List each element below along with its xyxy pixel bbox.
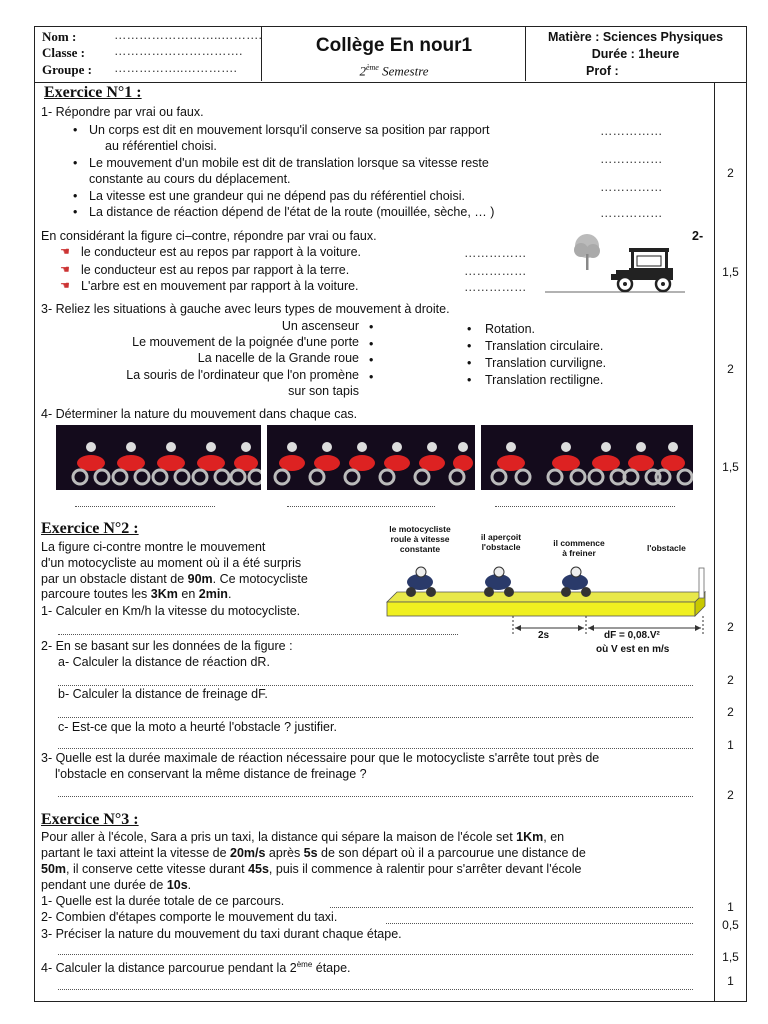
fig-braking-unit: où V est en m/s xyxy=(596,644,670,655)
ex3-p2a: partant le taxi atteint la vitesse de xyxy=(41,846,230,860)
mark-ex1-q3: 2 xyxy=(727,362,734,376)
fig-label-1-line: constante xyxy=(399,544,441,554)
ex2-min: 2min xyxy=(198,587,228,601)
ex3-speed: 20m/s xyxy=(230,846,266,860)
ex3-p3d: , puis il commence à ralentir pour s'arrêter devant l'école xyxy=(268,862,582,876)
ex3-p4c: . xyxy=(187,878,192,892)
ex3-time1: 5s xyxy=(303,846,318,860)
answer-dots: …………… xyxy=(600,206,663,220)
ex2-distance: 90m xyxy=(187,572,213,586)
answer-dots: …………… xyxy=(600,152,663,166)
fig-label-3-line: il commence xyxy=(553,538,605,548)
ex1-q4: 4- Déterminer la nature du mouvement dans chaque cas. xyxy=(41,407,358,421)
hand-bullet-icon: ☚ xyxy=(60,264,70,276)
answer-dots: …………… xyxy=(600,180,663,194)
ex1-q1-item3: La vitesse est une grandeur qui ne dépend pas du référentiel choisi. xyxy=(89,189,465,203)
fig-label-4: l'obstacle xyxy=(647,543,686,553)
ex1-q1-item4: La distance de réaction dépend de l'état de la route (mouillée, sèche, … ) xyxy=(89,205,495,219)
match-dot[interactable]: • xyxy=(467,373,472,387)
ex1-q3-left1: Un ascenseur xyxy=(281,319,359,333)
ex3-title: Exercice N°3 : xyxy=(41,811,139,828)
ex3-p2e: de son départ où il a parcourue une distance de xyxy=(317,846,586,860)
bullet-dot: • xyxy=(73,156,78,170)
bullet-dot: • xyxy=(73,189,78,203)
fig-label-2-line: il aperçoit xyxy=(480,532,522,542)
ex2-q2b: b- Calculer la distance de freinage dF. xyxy=(58,687,268,701)
ex3-p1 xyxy=(41,830,564,844)
prof: Prof : xyxy=(586,64,619,78)
classe-label: Classe : xyxy=(42,45,85,60)
match-dot[interactable]: • xyxy=(369,337,374,351)
ex1-q1-item2b: constante au cours du déplacement. xyxy=(89,172,291,186)
ex1-q3-right3: Translation curviligne. xyxy=(485,356,607,370)
ex1-q2-number: 2- xyxy=(692,229,704,243)
car-tree-figure xyxy=(545,232,685,298)
ex2-q2a: a- Calculer la distance de réaction dR. xyxy=(58,655,270,669)
ex2-q3-line1: 3- Quelle est la durée maximale de réaction nécessaire pour que le motocycliste s'arrête tout près de xyxy=(41,751,600,765)
mark-ex1-q4: 1,5 xyxy=(722,460,739,474)
ex3-q4 xyxy=(41,960,351,975)
match-dot[interactable]: • xyxy=(369,370,374,384)
match-dot[interactable]: • xyxy=(467,356,472,370)
ex1-q2-intro: En considérant la figure ci–contre, répondre par vrai ou faux. xyxy=(41,229,377,243)
ex1-q3-right1: Rotation. xyxy=(485,322,536,336)
ex3-p1c: , en xyxy=(543,830,565,844)
mark-ex2-q2b: 2 xyxy=(727,705,734,719)
ex2-text4a: parcoure toutes les xyxy=(41,587,151,601)
semester-num: 2 xyxy=(359,63,366,79)
ex2-text4e: . xyxy=(227,587,232,601)
answer-line[interactable] xyxy=(75,505,215,507)
answer-dots: …………… xyxy=(600,124,663,138)
ex2-km: 3Km xyxy=(150,587,178,601)
ex1-q3-left4: La souris de l'ordinateur que l'on promène xyxy=(126,368,359,382)
semester-sup: ème xyxy=(365,63,379,72)
answer-dots: …………… xyxy=(464,280,527,294)
duree: Durée : 1heure xyxy=(591,47,680,61)
semester xyxy=(262,63,526,79)
fig-braking-formula: dF = 0,08.V² xyxy=(604,630,660,641)
mark-ex1-q2: 1,5 xyxy=(722,265,739,279)
answer-line[interactable] xyxy=(58,747,693,749)
ex3-p3b: , il conserve cette vitesse durant xyxy=(66,862,249,876)
nom-dots: ……………………..………. xyxy=(114,28,262,42)
answer-line[interactable] xyxy=(58,716,693,718)
match-dot[interactable]: • xyxy=(369,353,374,367)
ex1-q3-left5: sur son tapis xyxy=(288,384,359,398)
groupe-dots: ……………..…………. xyxy=(114,61,237,75)
ex1-q1-item1a: Un corps est dit en mouvement lorsqu'il conserve sa position par rapport xyxy=(89,123,490,137)
ex3-distance: 1Km xyxy=(516,830,544,844)
school-name: Collège En nour1 xyxy=(315,35,473,56)
match-dot[interactable]: • xyxy=(467,339,472,353)
motorcycle-photo-3 xyxy=(481,425,693,490)
ex3-time3: 10s xyxy=(166,878,188,892)
ex1-q3-left2: Le mouvement de la poignée d'une porte xyxy=(132,335,359,349)
hand-bullet-icon: ☚ xyxy=(60,280,70,292)
answer-line[interactable] xyxy=(386,922,693,924)
answer-line[interactable] xyxy=(58,988,693,990)
bullet-dot: • xyxy=(73,205,78,219)
nom-label: Nom : xyxy=(42,29,77,44)
classe-dots: …………………………. xyxy=(114,44,243,58)
motorcycle-photo-1 xyxy=(56,425,261,490)
ex3-dist1: 50m xyxy=(41,862,67,876)
ex2-q2c: c- Est-ce que la moto a heurté l'obstacle ? justifier. xyxy=(58,720,337,734)
ex1-q1-item1b: au référentiel choisi. xyxy=(105,139,217,153)
fig-label-3-line: à freiner xyxy=(562,548,596,558)
student-info xyxy=(34,26,262,81)
fig-time: 2s xyxy=(538,630,550,641)
ex1-q2-item2: le conducteur est au repos par rapport à la terre. xyxy=(81,263,350,277)
answer-line[interactable] xyxy=(58,953,693,955)
ex3-q4a: 4- Calculer la distance parcourue pendant la 2 xyxy=(41,961,297,976)
ex2-text3a: par un obstacle distant de xyxy=(41,572,188,586)
ex1-q2-item1: le conducteur est au repos par rapport à la voiture. xyxy=(81,245,362,259)
ex2-text3c: . Ce motocycliste xyxy=(212,572,308,586)
fig-label-1-line: roule à vitesse xyxy=(390,534,450,544)
ex1-q3-right2: Translation circulaire. xyxy=(485,339,604,353)
header xyxy=(34,26,747,83)
ex1-q1-item2a: Le mouvement d'un mobile est dit de translation lorsque sa vitesse reste xyxy=(89,156,489,170)
motorcyclist-figure xyxy=(385,522,715,662)
ex2-q2: 2- En se basant sur les données de la figure : xyxy=(41,639,293,653)
mark-ex3-q2: 0,5 xyxy=(722,918,739,932)
hand-bullet-icon: ☚ xyxy=(60,246,70,258)
mark-ex1-q1: 2 xyxy=(727,166,734,180)
answer-line[interactable] xyxy=(495,505,675,507)
ex2-text3 xyxy=(41,572,308,586)
answer-line[interactable] xyxy=(330,906,693,908)
fig-label-1-line: le motocycliste xyxy=(389,524,451,534)
fig-label-2 xyxy=(471,532,531,552)
ex3-p4 xyxy=(41,878,191,892)
mark-ex3-q1: 1 xyxy=(727,900,734,914)
ex3-p1a: Pour aller à l'école, Sara a pris un taxi, la distance qui sépare la maison de l'école set xyxy=(41,830,517,844)
ex1-q3-right4: Translation rectiligne. xyxy=(485,373,604,387)
ex1-q1: 1- Répondre par vrai ou faux. xyxy=(41,105,204,119)
ex3-q3: 3- Préciser la nature du mouvement du taxi durant chaque étape. xyxy=(41,927,402,941)
mark-ex3-q4: 1 xyxy=(727,974,734,988)
fig-label-1 xyxy=(385,524,455,554)
match-dot[interactable]: • xyxy=(369,320,374,334)
ex3-p4a: pendant une durée de xyxy=(41,878,167,892)
mark-ex2-q2a: 2 xyxy=(727,673,734,687)
ex3-p2c: après xyxy=(265,846,304,860)
ex3-p2 xyxy=(41,846,586,860)
answer-dots: …………… xyxy=(464,246,527,260)
fig-label-2-line: l'obstacle xyxy=(481,542,521,552)
mark-ex2-q1: 2 xyxy=(727,620,734,634)
mark-ex3-q3: 1,5 xyxy=(722,950,739,964)
ex3-q2: 2- Combien d'étapes comporte le mouvement du taxi. xyxy=(41,910,338,924)
ex3-q1: 1- Quelle est la durée totale de ce parcours. xyxy=(41,894,285,908)
matiere: Matière : Sciences Physiques xyxy=(547,30,724,44)
fig-label-3 xyxy=(549,538,609,558)
ex2-text2: d'un motocycliste au moment où il a été surpris xyxy=(41,556,302,570)
school-cell xyxy=(262,26,526,81)
groupe-label: Groupe : xyxy=(42,62,92,77)
match-dot[interactable]: • xyxy=(467,322,472,336)
ex1-title: Exercice N°1 : xyxy=(44,84,142,101)
answer-line[interactable] xyxy=(58,684,693,686)
ex1-q3-left3: La nacelle de la Grande roue xyxy=(197,351,359,365)
semester-word: Semestre xyxy=(382,63,429,79)
answer-dots: …………… xyxy=(464,264,527,278)
ex2-q1: 1- Calculer en Km/h la vitesse du motocycliste. xyxy=(41,604,301,618)
subject-cell xyxy=(526,26,745,81)
bullet-dot: • xyxy=(73,123,78,137)
ex3-p3 xyxy=(41,862,581,876)
motorcycle-photo-2 xyxy=(267,425,475,490)
ex3-time2: 45s xyxy=(248,862,269,876)
marks-column xyxy=(714,83,747,1002)
ex2-text4 xyxy=(41,587,231,601)
ex2-q3-line2: l'obstacle en conservant la même distance de freinage ? xyxy=(55,767,367,781)
mark-ex2-q3: 2 xyxy=(727,788,734,802)
answer-line[interactable] xyxy=(58,795,693,797)
ex3-q4-sup: ème xyxy=(296,960,313,969)
answer-line[interactable] xyxy=(287,505,435,507)
mark-ex2-q2c: 1 xyxy=(727,738,734,752)
ex2-title: Exercice N°2 : xyxy=(41,520,139,537)
ex2-text1: La figure ci-contre montre le mouvement xyxy=(41,540,266,554)
ex1-q2-item3: L'arbre est en mouvement par rapport à la voiture. xyxy=(81,279,359,293)
ex2-text4c: en xyxy=(177,587,199,601)
ex3-q4b: étape. xyxy=(312,961,351,976)
ex1-q3: 3- Reliez les situations à gauche avec leurs types de mouvement à droite. xyxy=(41,302,450,316)
